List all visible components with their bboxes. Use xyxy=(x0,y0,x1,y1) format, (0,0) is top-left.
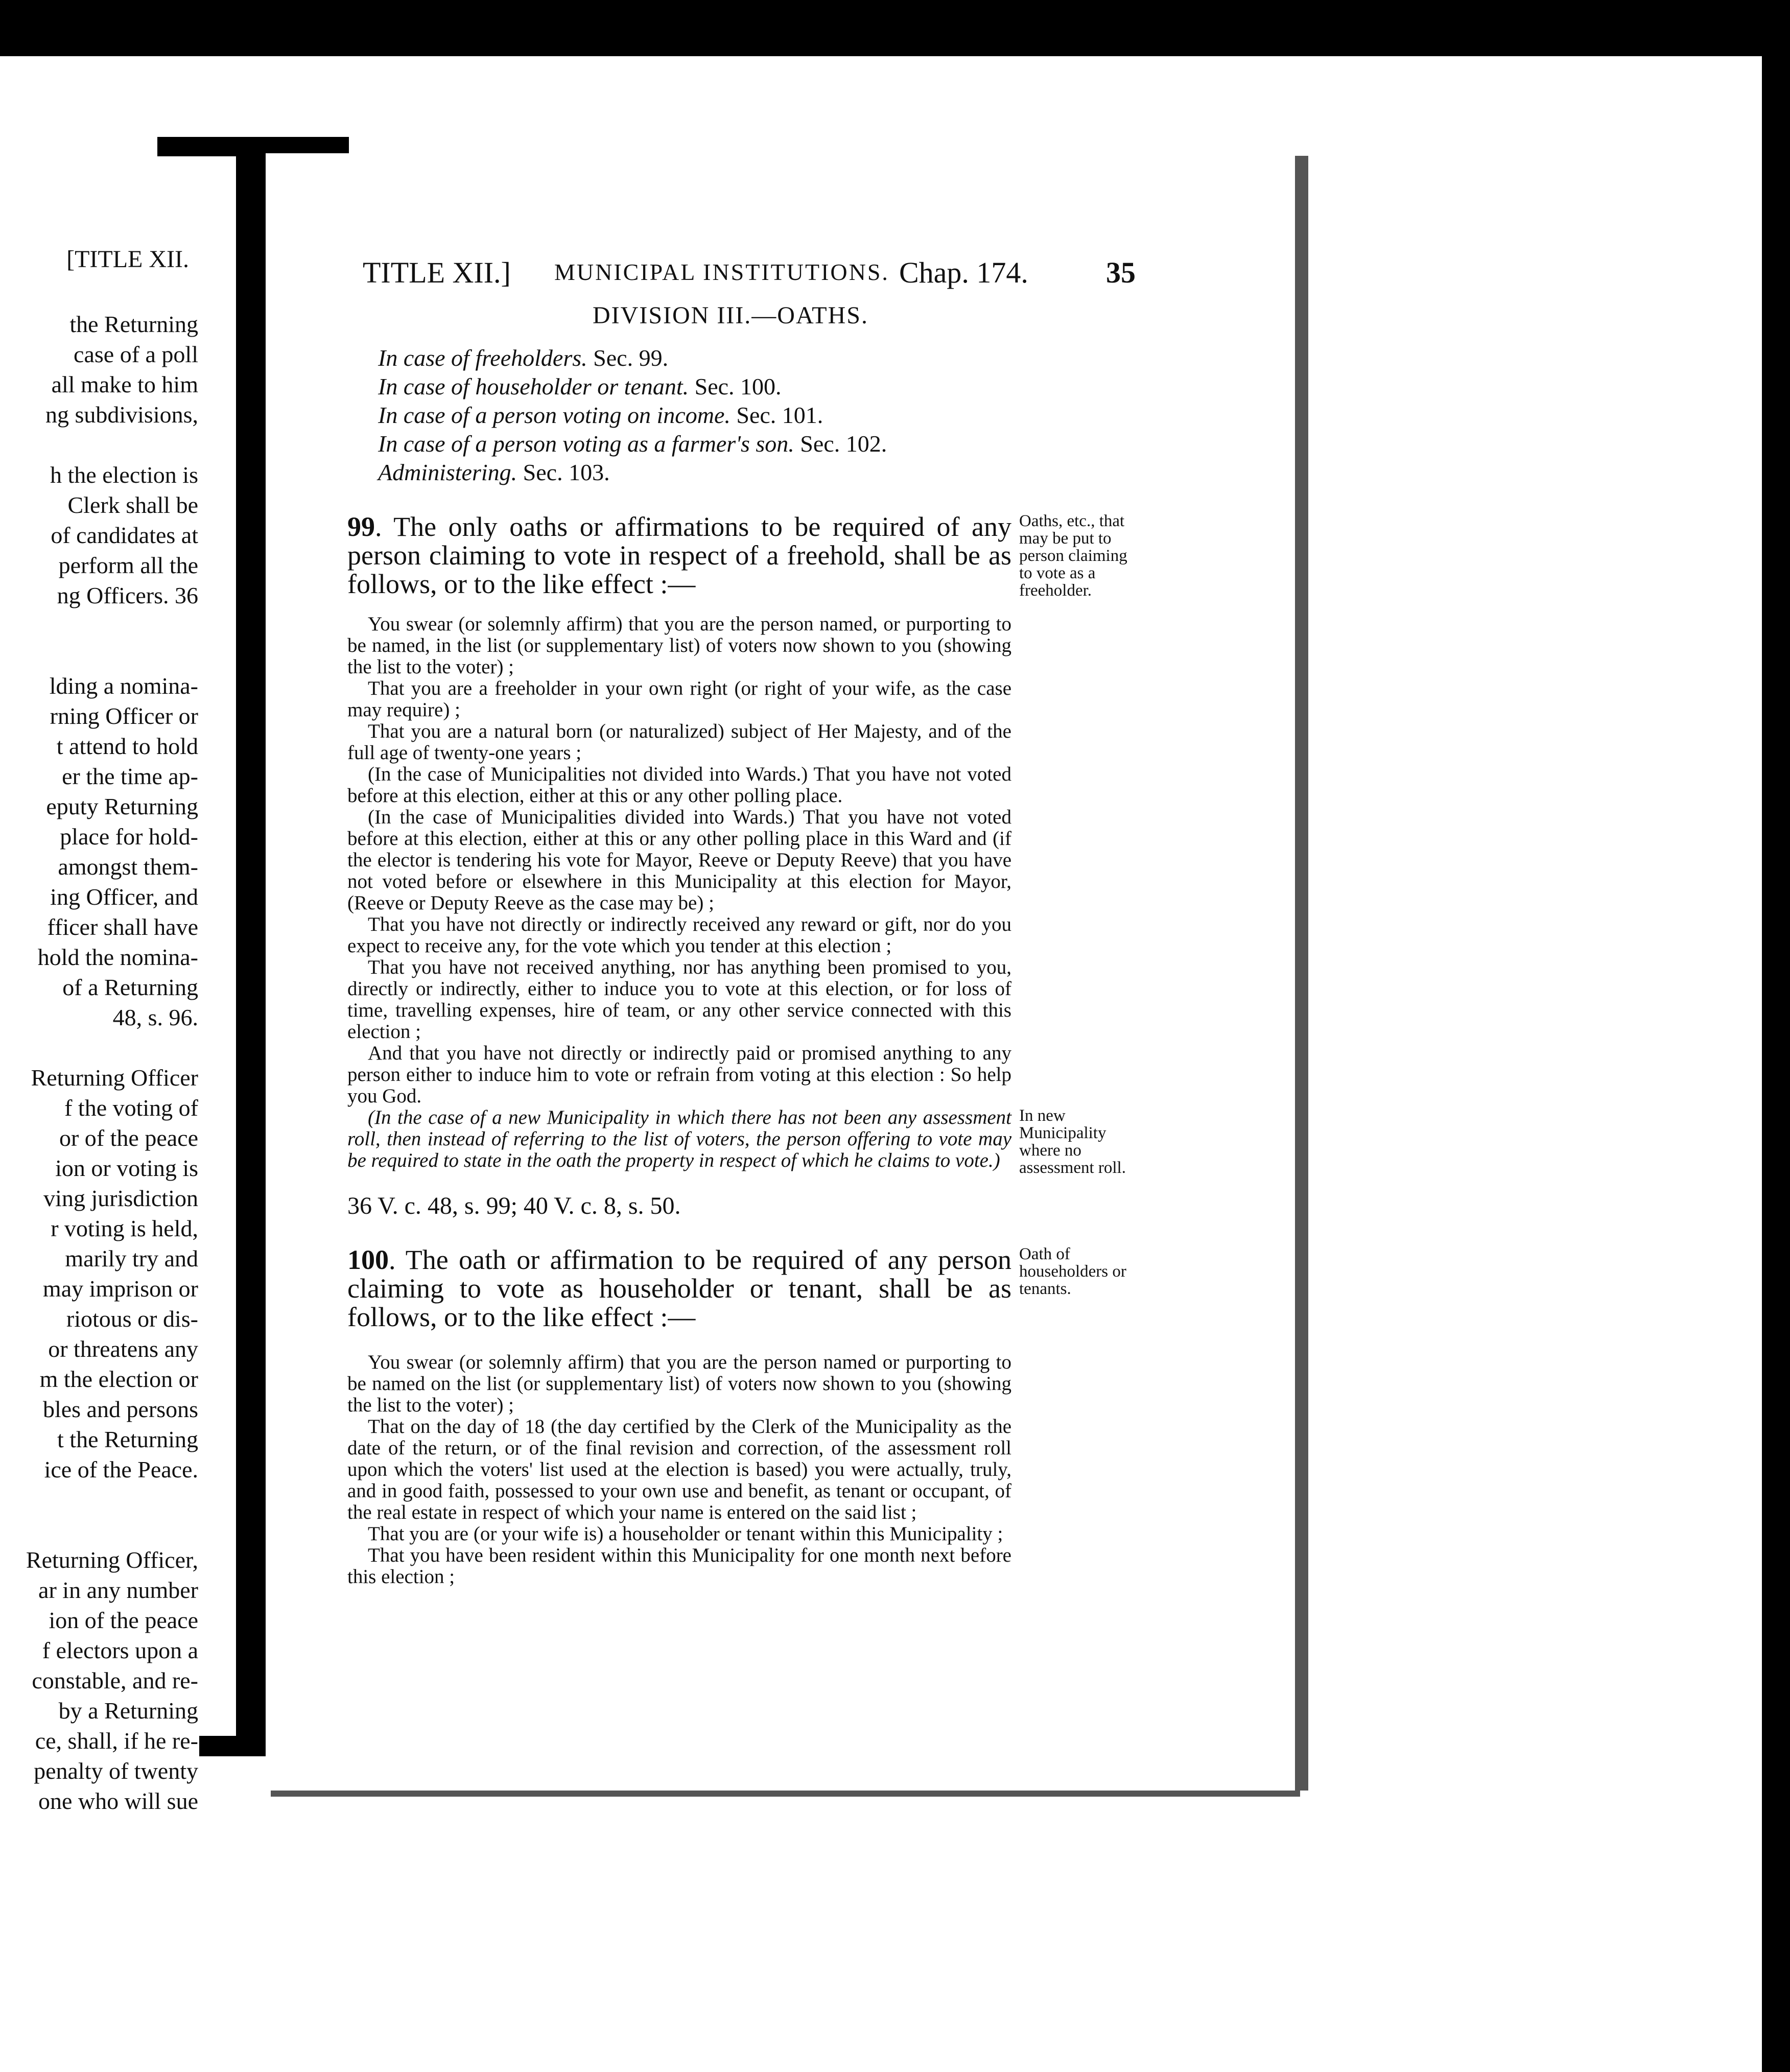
oath-householder xyxy=(347,1352,1011,1588)
left-page-line: r voting is held, xyxy=(51,1215,198,1241)
left-page-line: by a Returning xyxy=(58,1698,198,1724)
left-page-line: ion of the peace xyxy=(49,1607,198,1633)
left-page-line: eputy Returning xyxy=(46,793,198,819)
left-page-line: penalty of twenty xyxy=(34,1758,198,1784)
oath-paragraph: You swear (or solemnly affirm) that you are the person named, or purporting to be named, in the list (or supplementary list) of voters now shown to you (showing the list to the voter) ; xyxy=(347,613,1011,678)
oath-paragraph: That you have not directly or indirectly received any reward or gift, nor do you expect to receive any, for the vote which you tender at this election ; xyxy=(347,913,1011,957)
oath-paragraph: That you are a natural born (or naturalized) subject of Her Majesty, and of the full age of twenty-one years ; xyxy=(347,720,1011,764)
header-title: TITLE XII.] xyxy=(363,256,511,289)
margin-note-householder: Oath of householders or tenants. xyxy=(1019,1245,1126,1298)
left-page-line: h the election is xyxy=(50,462,198,488)
toc-item: In case of a person voting as a farmer's son. Sec. 102. xyxy=(378,431,887,457)
left-page-line: marily try and xyxy=(65,1245,198,1272)
left-page-line: the Returning xyxy=(69,311,198,337)
left-page-line: Returning Officer xyxy=(31,1065,198,1091)
section-99 xyxy=(347,511,1127,1220)
left-page-line: ing Officer, and xyxy=(50,884,198,910)
left-page-line: ce, shall, if he re- xyxy=(35,1728,198,1754)
section-100 xyxy=(347,1244,1126,1588)
left-page-line: f electors upon a xyxy=(42,1637,198,1663)
toc-item: In case of householder or tenant. Sec. 100. xyxy=(378,373,782,399)
left-page-line: case of a poll xyxy=(74,341,198,367)
oath-paragraph: That you are a freeholder in your own right (or right of your wife, as the case may require) ; xyxy=(347,677,1011,721)
document-page xyxy=(266,153,1295,1791)
section-100-lead: 100. The oath or affirmation to be required of any person claiming to vote as householder or tenant, shall be as follows, or to the like effect :— xyxy=(347,1244,1011,1332)
left-page-line: place for hold- xyxy=(60,823,198,850)
section-99-lead: 99. The only oaths or affirmations to be required of any person claiming to vote in respect of a freehold, shall be as follows, or to the like effect :— xyxy=(347,511,1011,599)
left-page-line: bles and persons xyxy=(42,1396,198,1422)
left-page-line: er the time ap- xyxy=(62,763,198,789)
left-page-line: amongst them- xyxy=(58,854,198,880)
left-page-line: or of the peace xyxy=(59,1125,198,1151)
left-page-line: lding a nomina- xyxy=(49,673,198,699)
header-chapter: Chap. 174. xyxy=(899,256,1028,289)
left-page-line: perform all the xyxy=(58,552,198,578)
left-facing-page xyxy=(0,245,204,1814)
toc-item: Administering. Sec. 103. xyxy=(378,459,610,485)
oath-paragraph: That you have not received anything, nor has anything been promised to you, directly or indirectly, either to induce you to vote at this election, or for loss of time, travelling expenses, hire of team, or any other service connected with this election ; xyxy=(347,956,1011,1043)
division-contents xyxy=(378,344,1277,487)
left-page-line: Clerk shall be xyxy=(67,492,198,518)
left-page-line: f the voting of xyxy=(64,1095,198,1121)
division-heading: DIVISION III.—OATHS. xyxy=(593,302,868,329)
left-page-line: may imprison or xyxy=(42,1276,198,1302)
left-page-line: riotous or dis- xyxy=(66,1306,198,1332)
oath-freeholder xyxy=(347,613,1126,1177)
left-page-line: all make to him xyxy=(51,371,198,397)
oath-paragraph: That you are (or your wife is) a householder or tenant within this Municipality ; xyxy=(368,1523,1003,1545)
left-page-line: ar in any number xyxy=(38,1577,198,1603)
oath-paragraph: That you have been resident within this Municipality for one month next before this election ; xyxy=(347,1544,1011,1588)
toc-item: In case of freeholders. Sec. 99. xyxy=(378,345,669,371)
left-page-line: Returning Officer, xyxy=(26,1547,198,1573)
oath-paragraph: And that you have not directly or indirectly paid or promised anything to any person either to induce him to vote or refrain from voting at this election : So help you God. xyxy=(347,1042,1011,1107)
left-page-line: m the election or xyxy=(39,1366,198,1392)
page-content xyxy=(347,255,1277,1588)
margin-note-freeholder: Oaths, etc., that may be put to person claiming to vote as a freeholder. xyxy=(1019,512,1127,600)
left-page-line: ng Officers. 36 xyxy=(57,582,198,608)
left-page-line: t the Returning xyxy=(57,1426,198,1452)
header-center: MUNICIPAL INSTITUTIONS. xyxy=(554,259,889,285)
left-page-line: constable, and re- xyxy=(32,1667,198,1693)
left-page-line: rning Officer or xyxy=(50,703,198,729)
left-page-line: ice of the Peace. xyxy=(44,1456,198,1482)
left-page-line: one who will sue xyxy=(38,1788,198,1814)
scan-border-top xyxy=(0,0,1790,56)
toc-item: In case of a person voting on income. Sec. 101. xyxy=(378,402,823,428)
left-page-line: fficer shall have xyxy=(47,914,198,940)
left-page-line: of candidates at xyxy=(51,522,198,548)
left-page-line: t attend to hold xyxy=(56,733,198,759)
page-number: 35 xyxy=(1106,256,1136,289)
left-page-line: ng subdivisions, xyxy=(45,402,198,428)
oath-paragraph: That on the day of 18 (the day certified by the Clerk of the Municipality as the date of the return, or of the final revision and correction, of the assessment roll upon which the voters' list used at the election is based) you were actually, truly, and in good faith, possessed to your own use and benefit, as tenant or occupant, of the real estate in respect of which your name is entered on the said list ; xyxy=(347,1416,1011,1523)
scan-border-right xyxy=(1762,0,1790,2072)
oath-paragraph: (In the case of Municipalities divided into Wards.) That you have not voted before at this election, either at this or any other polling place in this Ward and (if the elector is tendering his vote for Mayor, Reeve or Deputy Reeve) that you have not voted before or elsewhere in this Municipality at this election for Mayor,(Reeve or Deputy Reeve as the case may be) ; xyxy=(347,806,1011,914)
oath-paragraph: You swear (or solemnly affirm) that you are the person named or purporting to be named on the list (or supplementary list) of voters now shown to you (showing the list to the voter) ; xyxy=(347,1351,1011,1416)
running-header xyxy=(347,255,1277,296)
left-page-line: of a Returning xyxy=(62,974,198,1000)
binding-bracket xyxy=(236,138,268,1755)
left-page-line: ion or voting is xyxy=(55,1155,198,1181)
section-number: 99 xyxy=(347,511,375,542)
section-number: 100 xyxy=(347,1244,389,1275)
oath-paragraph: (In the case of Municipalities not divided into Wards.) That you have not voted before at this election, either at this or any other polling place. xyxy=(347,763,1011,807)
oath-paragraph: (In the case of a new Municipality in which there has not been any assessment roll, then instead of referring to the list of voters, the person offering to vote may be required to state in the oath the property in respect of which he claims to vote.) xyxy=(347,1106,1011,1171)
page-shadow-edge xyxy=(1295,156,1308,1791)
left-page-line: 48, s. 96. xyxy=(112,1004,198,1030)
left-page-line: ving jurisdiction xyxy=(43,1185,198,1211)
left-page-header: [TITLE XII. xyxy=(66,246,189,273)
left-page-line: hold the nomina- xyxy=(37,944,198,970)
margin-note-new-municipality: In new Municipality where no assessment roll. xyxy=(1019,1106,1126,1177)
section-99-citation: 36 V. c. 48, s. 99; 40 V. c. 8, s. 50. xyxy=(347,1192,681,1219)
left-page-line: or threatens any xyxy=(48,1336,198,1362)
